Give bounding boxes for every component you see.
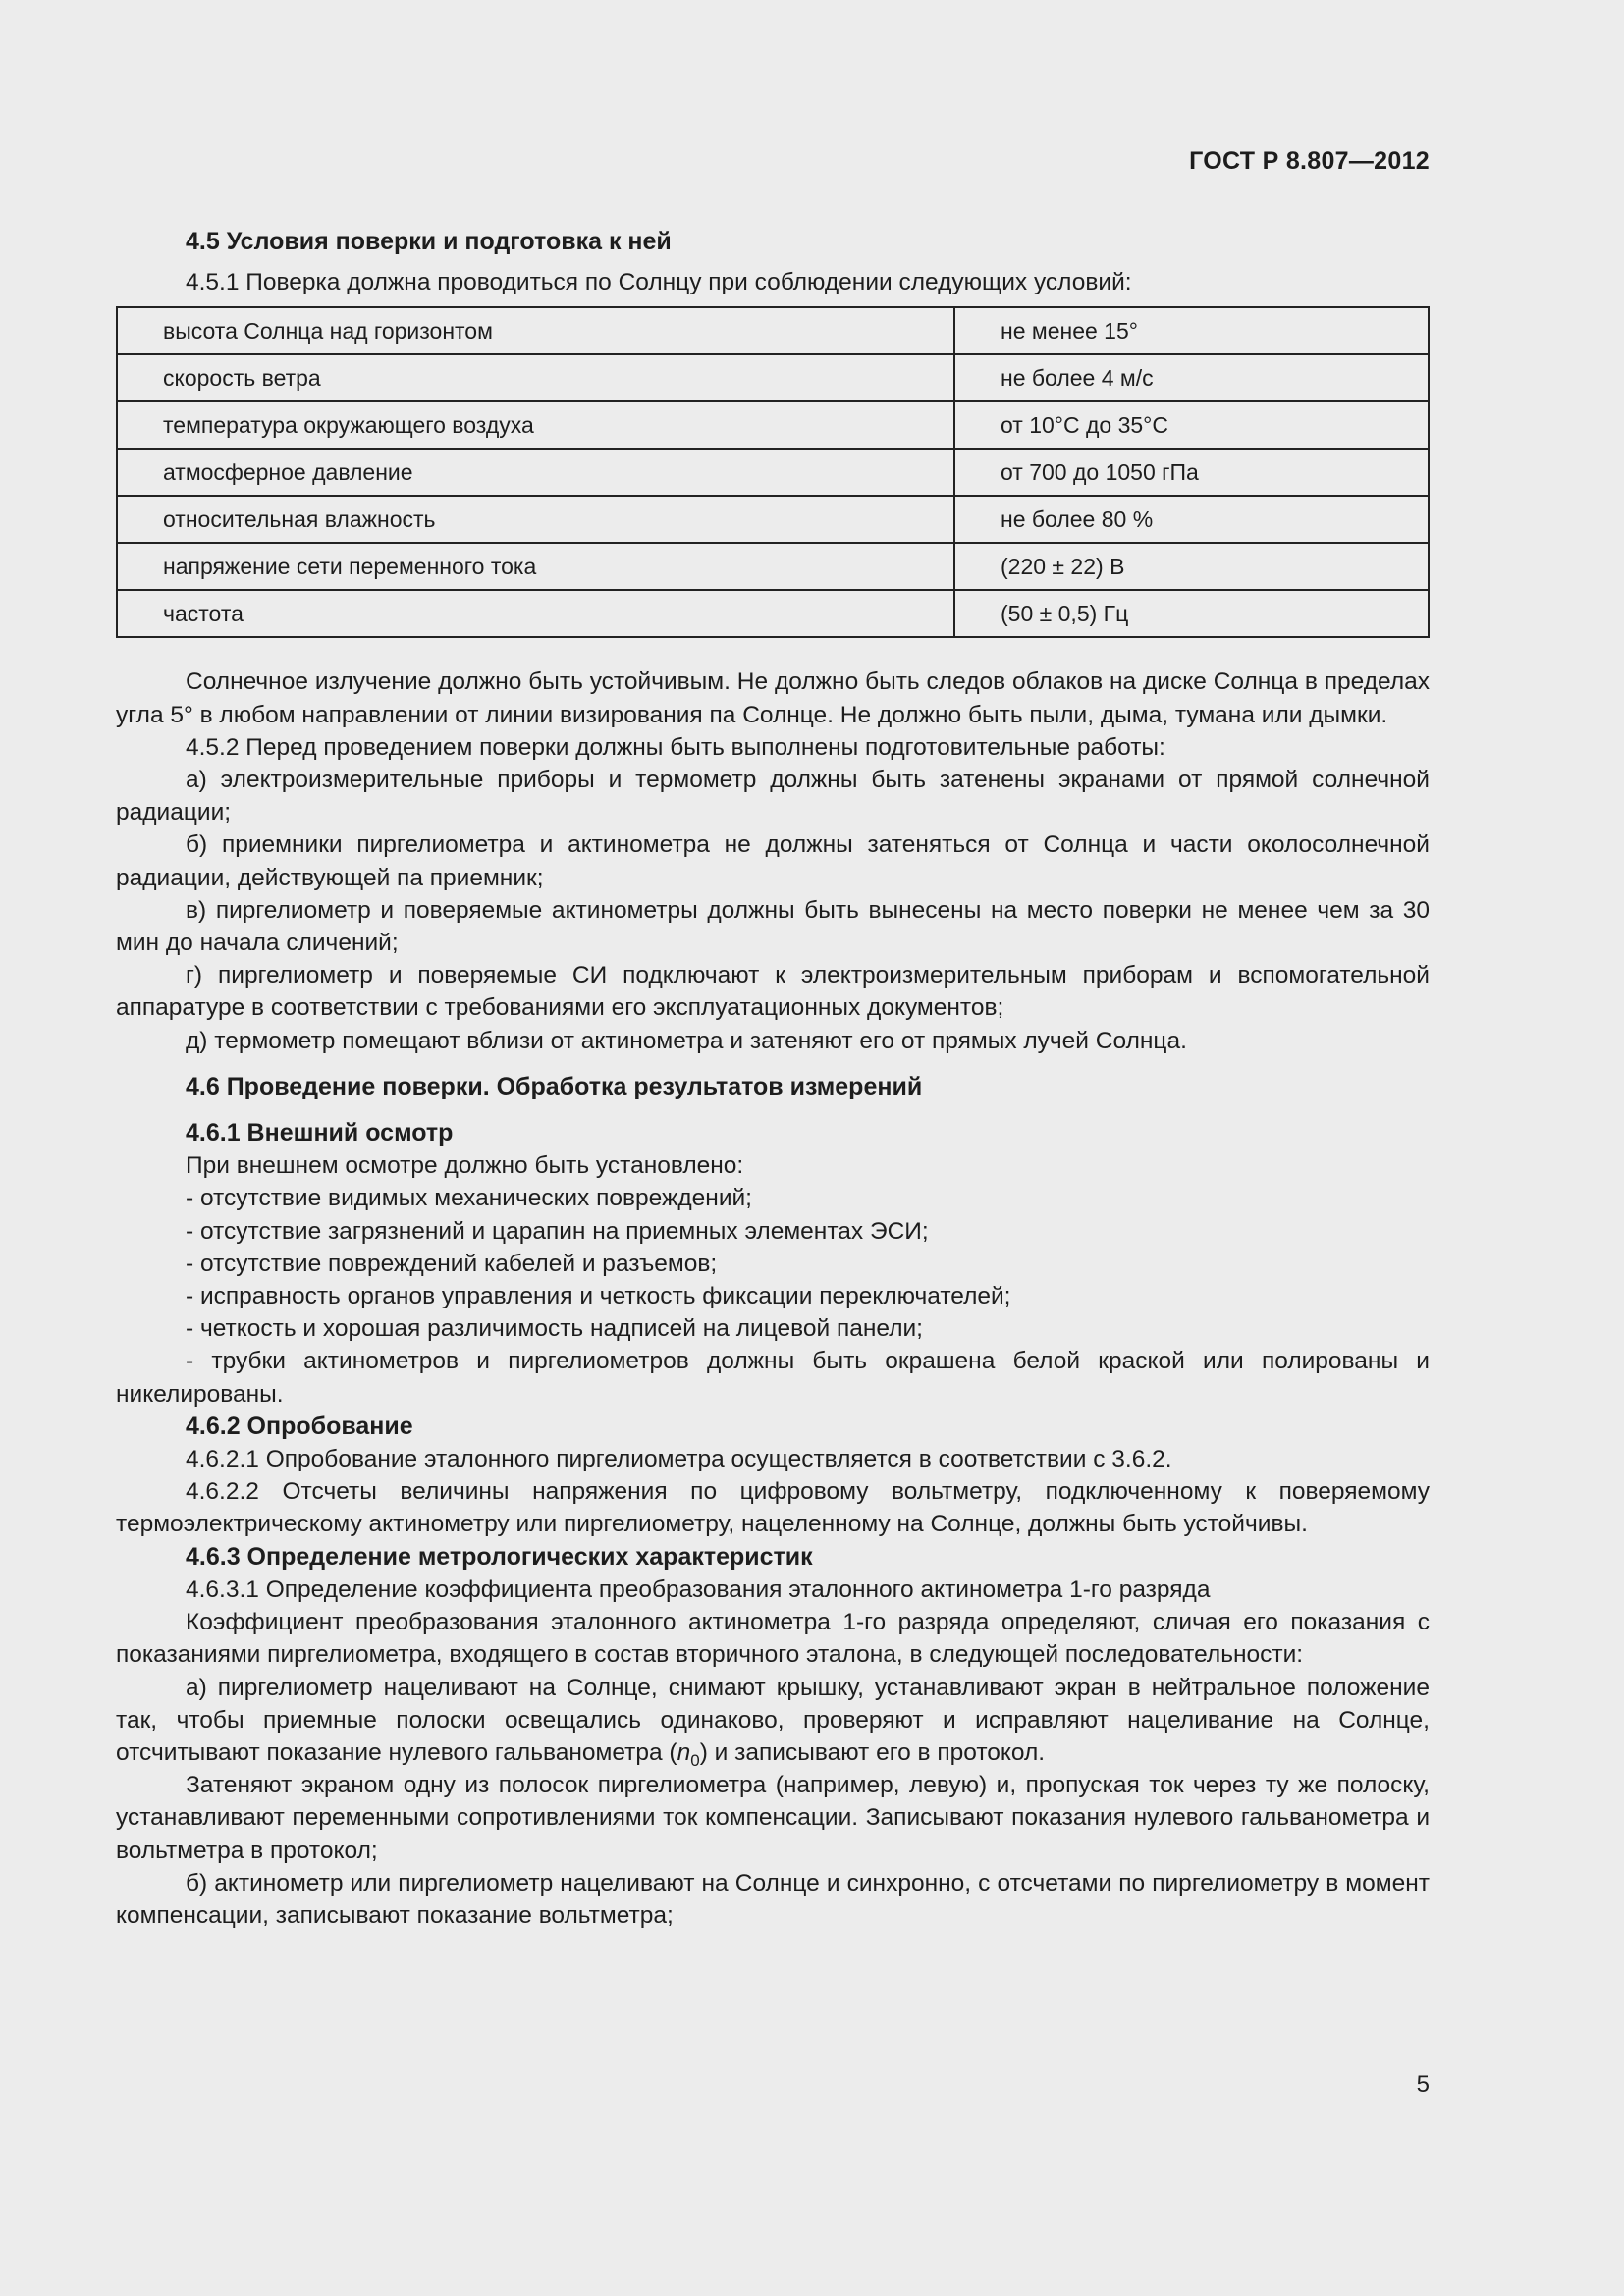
n-variable: n [677, 1738, 691, 1766]
list-item-step-b: б) актинометр или пиргелиометр нацеливают на Солнце и синхронно, с отсчетами по пиргелиометру в момент компенсации, записывают показание вольтметра; [116, 1869, 1430, 1929]
list-item-d: д) термометр помещают вблизи от актинометра и затеняют его от прямых лучей Солнца. [186, 1027, 1187, 1054]
table-cell-param: атмосферное давление [117, 449, 954, 496]
paragraph-solar-radiation: Солнечное излучение должно быть устойчивым. Не должно быть следов облаков на диске Солнца в пределах угла 5° в любом направлении от линии визирования па Солнце. Не должно быть пыли, дыма, тумана или дымки. [116, 668, 1430, 728]
dash-list-item: - отсутствие загрязнений и царапин на приемных элементах ЭСИ; [186, 1217, 929, 1245]
dash-list-item: - трубки актинометров и пиргелиометров должны быть окрашена белой краской или полированы и никелированы. [116, 1348, 1430, 1408]
table-cell-param: относительная влажность [117, 496, 954, 543]
table-row [117, 496, 1429, 543]
list-item-b: б) приемники пиргелиометра и актинометра не должны затеняться от Солнца и части околосолнечной радиации, действующей па приемник; [116, 831, 1430, 891]
conditions-table [116, 306, 1430, 638]
paragraph-4-6-3-1: 4.6.3.1 Определение коэффициента преобразования эталонного актинометра 1-го разряда [186, 1575, 1211, 1603]
table-cell-value: (220 ± 22) В [954, 543, 1429, 590]
table-cell-value: не более 80 % [954, 496, 1429, 543]
paragraph-4-5-2: 4.5.2 Перед проведением поверки должны быть выполнены подготовительные работы: [186, 733, 1165, 761]
dash-list-item: - отсутствие видимых механических повреждений; [186, 1185, 752, 1212]
list-item-v: в) пиргелиометр и поверяемые актинометры должны быть вынесены на место поверки не менее чем за 30 мин до начала сличений; [116, 896, 1430, 957]
n-subscript: 0 [690, 1750, 700, 1770]
table-row [117, 449, 1429, 496]
dash-list-item: - четкость и хорошая различимость надписей на лицевой панели; [186, 1315, 923, 1343]
table-cell-param: напряжение сети переменного тока [117, 543, 954, 590]
paragraph-inspection-intro: При внешнем осмотре должно быть установлено: [186, 1152, 744, 1180]
document-id-header: ГОСТ Р 8.807—2012 [1189, 147, 1430, 175]
table-row [117, 307, 1429, 354]
table-cell-param: высота Солнца над горизонтом [117, 307, 954, 354]
list-item-g: г) пиргелиометр и поверяемые СИ подключают к электроизмерительным приборам и вспомогательной аппаратуре в соответствии с требованиями его эксплуатационных документов; [116, 962, 1430, 1022]
table-cell-value: (50 ± 0,5) Гц [954, 590, 1429, 637]
document-page [116, 0, 1430, 2296]
dash-list-item: - отсутствие повреждений кабелей и разъемов; [186, 1250, 718, 1277]
table-row [117, 354, 1429, 401]
table-cell-param: температура окружающего воздуха [117, 401, 954, 449]
page-number: 5 [1416, 2071, 1430, 2098]
paragraph-4-6-2-1: 4.6.2.1 Опробование эталонного пиргелиометра осуществляется в соответствии с 3.6.2. [186, 1446, 1172, 1473]
section-4-6-1-heading: 4.6.1 Внешний осмотр [186, 1119, 454, 1148]
table-cell-value: не менее 15° [954, 307, 1429, 354]
list-item-a: а) электроизмерительные приборы и термометр должны быть затенены экранами от прямой солнечной радиации; [116, 767, 1430, 827]
table-cell-param: частота [117, 590, 954, 637]
table-cell-value: не более 4 м/с [954, 354, 1429, 401]
step-a-text: а) пиргелиометр нацеливают на Солнце, снимают крышку, устанавливают экран в нейтральное положение так, чтобы приемные полоски освещались одинаково, проверяют и исправляют нацеливание на Солнце, отсчитывают показание нулевого гальванометра ( [116, 1674, 1430, 1766]
paragraph-shading: Затеняют экраном одну из полосок пиргелиометра (например, левую) и, пропуская ток через ту же полоску, устанавливают переменными сопротивлениями ток компенсации. Записывают показания нулевого гальванометра и вольтметра в протокол; [116, 1772, 1430, 1864]
section-4-5-heading: 4.5 Условия поверки и подготовка к ней [186, 228, 672, 255]
paragraph-4-6-2-2: 4.6.2.2 Отсчеты величины напряжения по цифровому вольтметру, подключенному к поверяемому термоэлектрическому актинометру или пиргелиометру, нацеленному на Солнце, должны быть устойчивы. [116, 1478, 1430, 1538]
document-body [116, 226, 1430, 1932]
list-item-step-a [116, 1672, 1430, 1770]
table-row [117, 401, 1429, 449]
table-cell-param: скорость ветра [117, 354, 954, 401]
table-row [117, 590, 1429, 637]
table-row [117, 543, 1429, 590]
paragraph-coefficient: Коэффициент преобразования эталонного актинометра 1-го разряда определяют, сличая его показания с показаниями пиргелиометра, входящего в состав вторичного эталона, в следующей последовательности: [116, 1609, 1430, 1669]
step-a-text-end: ) и записывают его в протокол. [699, 1738, 1046, 1766]
section-4-6-2-heading: 4.6.2 Опробование [186, 1412, 413, 1440]
table-cell-value: от 700 до 1050 гПа [954, 449, 1429, 496]
section-4-6-heading: 4.6 Проведение поверки. Обработка результатов измерений [186, 1072, 923, 1100]
table-cell-value: от 10°С до 35°С [954, 401, 1429, 449]
section-4-6-3-heading: 4.6.3 Определение метрологических характеристик [186, 1542, 813, 1571]
dash-list-item: - исправность органов управления и четкость фиксации переключателей; [186, 1283, 1011, 1310]
paragraph-4-5-1: 4.5.1 Поверка должна проводиться по Солнцу при соблюдении следующих условий: [186, 269, 1132, 296]
